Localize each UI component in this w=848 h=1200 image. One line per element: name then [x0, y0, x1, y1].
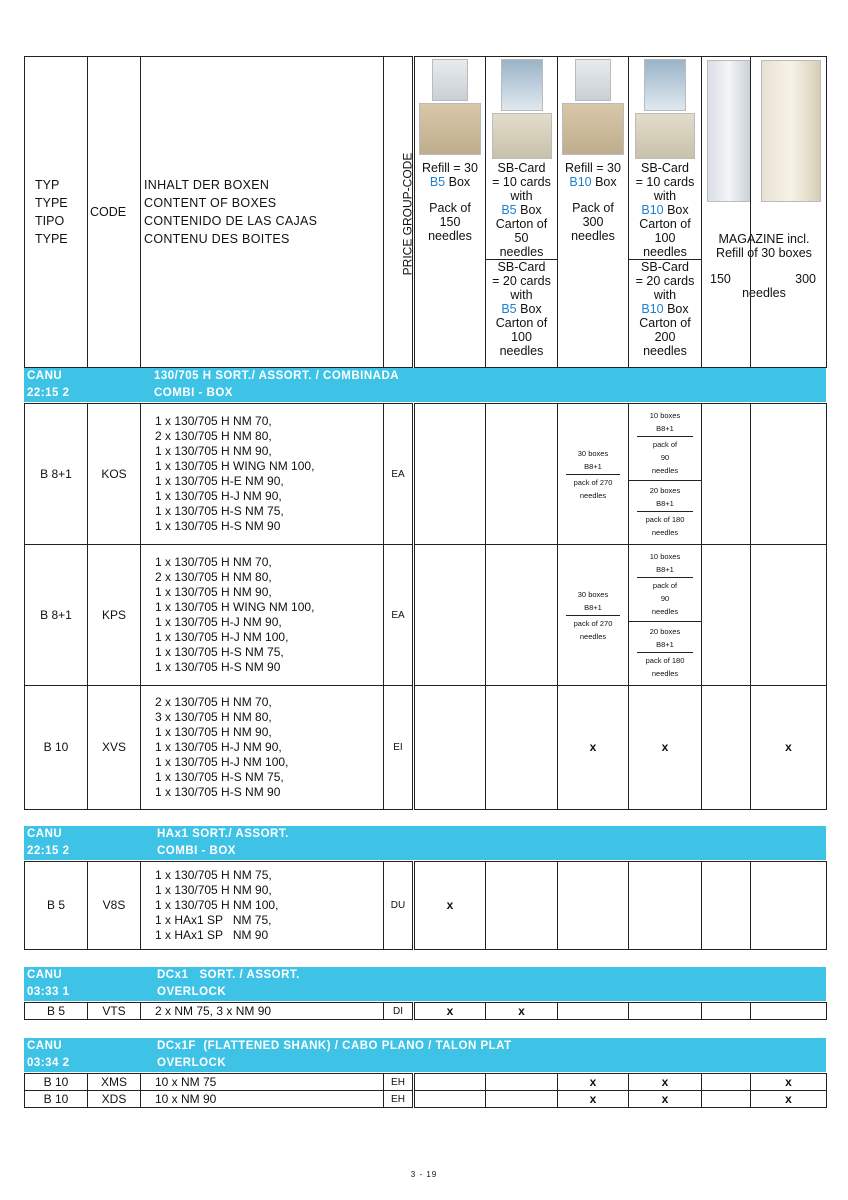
section-band-right	[154, 1038, 826, 1072]
sbcard-b5-top-1: SB-Card	[497, 161, 546, 175]
type-label-es: TIPO	[35, 214, 65, 228]
content-line: 1 x 130/705 H-S NM 90	[155, 660, 281, 674]
mini-line: needles	[651, 607, 679, 616]
table-row	[25, 1091, 827, 1108]
refill-b5-pack-2: 150	[439, 215, 461, 229]
empty-cell	[414, 404, 486, 545]
empty-cell	[702, 1074, 751, 1091]
sbcard-b5-bottom-1: SB-Card	[497, 260, 546, 274]
col-refill30-b10-header	[558, 57, 629, 368]
section-band-left	[24, 1038, 154, 1072]
magazine-line2: Refill of 30 boxes	[716, 246, 812, 260]
content-line: 1 x 130/705 H NM 90,	[155, 725, 272, 739]
magazine-photo	[707, 60, 751, 202]
type-cell: B 5	[25, 862, 88, 950]
refill-b5-box-code: B5	[429, 175, 446, 189]
content-cell	[141, 404, 384, 545]
empty-cell	[414, 1074, 486, 1091]
empty-cell	[414, 545, 486, 686]
sbcard-b10-bottom-2: = 20 cards	[635, 274, 695, 288]
type-cell: B 8+1	[25, 545, 88, 686]
refill-b10-cell	[558, 545, 629, 686]
content-line: 1 x 130/705 H-J NM 100,	[155, 755, 289, 769]
col-sbcard-b10-header	[629, 57, 702, 368]
type-header	[25, 57, 88, 368]
content-line: 3 x 130/705 H NM 80,	[155, 710, 272, 724]
mini-line: pack of 270	[573, 618, 613, 628]
table-row	[25, 862, 827, 950]
refill-b10-line1: Refill = 30	[565, 161, 621, 175]
empty-cell	[486, 686, 558, 810]
empty-cell	[751, 404, 827, 545]
band-brand: CANU	[27, 969, 63, 981]
mini-line: B8+1	[584, 602, 602, 612]
content-line: 2 x 130/705 H NM 80,	[155, 429, 272, 443]
empty-cell	[486, 862, 558, 950]
header-table	[24, 56, 827, 368]
content-line: 1 x 130/705 H-J NM 90,	[155, 615, 282, 629]
needle-box-photo	[562, 103, 624, 155]
sbcard-b10-bottom-carton-1: Carton of	[639, 316, 691, 330]
magazine-n1: 150	[710, 272, 731, 286]
mark-cell: x	[751, 1091, 827, 1108]
content-label-fr: CONTENU DES BOITES	[144, 232, 290, 246]
band-title: DCx1F (FLATTENED SHANK) / CABO PLANO / TALON PLAT	[157, 1040, 512, 1052]
table-row	[25, 545, 827, 686]
section-hax1	[24, 826, 826, 860]
content-line: 1 x 130/705 H-S NM 90	[155, 785, 281, 799]
table-row	[25, 686, 827, 810]
mark-cell: x	[486, 1003, 558, 1020]
sbcard-b5-bottom-3: with	[510, 288, 533, 302]
content-line: 1 x 130/705 H NM 90,	[155, 444, 272, 458]
type-label-de: TYP	[35, 178, 60, 192]
content-cell	[141, 545, 384, 686]
sbcard-b10-bottom-3: with	[653, 288, 677, 302]
sbcard-b5-bottom-2: = 20 cards	[492, 274, 551, 288]
refill-b5-pack-1: Pack of	[429, 201, 471, 215]
refill-b5-line1: Refill = 30	[422, 161, 478, 175]
mini-line: 10 boxes	[649, 552, 681, 561]
sbcard-b10-bottom-carton-3: needles	[643, 344, 687, 358]
section-dcx1-rows	[24, 1002, 827, 1020]
mark-cell: x	[751, 686, 827, 810]
price-cell: EA	[384, 545, 414, 686]
mini-line: B8+1	[584, 461, 602, 471]
section-band-right	[151, 368, 826, 402]
content-line: 1 x HAx1 SP NM 90	[155, 928, 269, 942]
mini-line: B8+1	[656, 640, 674, 649]
price-cell: EA	[384, 404, 414, 545]
content-line: 1 x 130/705 H-S NM 75,	[155, 504, 284, 518]
sbcard-b10-cell	[629, 404, 702, 545]
code-cell: XVS	[88, 686, 141, 810]
price-cell: EI	[384, 686, 414, 810]
section-dcx1f	[24, 1038, 826, 1072]
table-row	[25, 404, 827, 545]
refill-b10-pack-1: Pack of	[572, 201, 614, 215]
col-magazine-header	[702, 57, 827, 368]
section-hax1-rows	[24, 861, 827, 950]
refill-b10-pack-2: 300	[582, 215, 604, 229]
code-cell: XDS	[88, 1091, 141, 1108]
band-subtitle: OVERLOCK	[157, 1057, 227, 1069]
content-cell: 10 x NM 75	[141, 1074, 384, 1091]
magazine-needles: needles	[742, 286, 786, 300]
empty-cell	[486, 404, 558, 545]
mark-cell: x	[629, 1074, 702, 1091]
section-band-left	[24, 368, 151, 402]
sb-box-photo	[492, 113, 552, 159]
content-cell	[141, 862, 384, 950]
content-header	[141, 57, 384, 368]
sbcard-b10-bottom-1: SB-Card	[641, 260, 689, 274]
sbcard-b5-top-2: = 10 cards	[492, 175, 551, 189]
mini-line: 20 boxes	[649, 627, 681, 636]
empty-cell	[702, 545, 751, 686]
sbcard-b5-top-3: with	[510, 189, 533, 203]
content-line: 1 x 130/705 H-J NM 90,	[155, 489, 282, 503]
sbcard-b10-top-2: = 10 cards	[635, 175, 695, 189]
content-line: 1 x 130/705 H NM 100,	[155, 898, 279, 912]
empty-cell	[751, 1003, 827, 1020]
code-label: CODE	[90, 205, 127, 219]
price-cell: DI	[384, 1003, 414, 1020]
type-cell: B 8+1	[25, 404, 88, 545]
empty-cell	[629, 1003, 702, 1020]
band-subtitle: COMBI - BOX	[154, 387, 233, 399]
price-cell: DU	[384, 862, 414, 950]
code-cell: XMS	[88, 1074, 141, 1091]
section-130-705-h	[24, 368, 826, 402]
content-line: 1 x 130/705 H WING NM 100,	[155, 459, 315, 473]
empty-cell	[702, 862, 751, 950]
mark-cell: x	[414, 862, 486, 950]
content-line: 1 x 130/705 H NM 75,	[155, 868, 272, 882]
empty-cell	[558, 1003, 629, 1020]
sbcard-b10-carton-2: 100	[654, 231, 676, 245]
sbcard-b10-bottom-box-word: Box	[667, 302, 689, 316]
band-title: 130/705 H SORT./ ASSORT. / COMBINADA	[154, 370, 400, 382]
mini-line: 30 boxes	[577, 589, 609, 599]
code-cell: KOS	[88, 404, 141, 545]
content-line: 2 x 130/705 H NM 70,	[155, 695, 272, 709]
table-row	[25, 1074, 827, 1091]
sbcard-b10-carton-3: needles	[629, 245, 701, 260]
mini-line: pack of	[652, 581, 678, 590]
mini-line: 90	[660, 453, 670, 462]
content-label-de: INHALT DER BOXEN	[144, 178, 270, 192]
empty-cell	[414, 686, 486, 810]
mark-cell: x	[558, 686, 629, 810]
empty-cell	[702, 404, 751, 545]
code-cell: KPS	[88, 545, 141, 686]
mini-line: B8+1	[656, 565, 674, 574]
refill-b10-pack-3: needles	[571, 229, 615, 243]
mini-line: needles	[651, 528, 679, 537]
refill-b10-box-word: Box	[595, 175, 617, 189]
needle-box-photo	[419, 103, 481, 155]
content-line: 1 x 130/705 H-E NM 90,	[155, 474, 284, 488]
refill-b5-pack-3: needles	[428, 229, 472, 243]
page-number: 3 - 19	[410, 1170, 438, 1179]
section-band-right	[154, 826, 826, 860]
type-cell: B 5	[25, 1003, 88, 1020]
code-cell: VTS	[88, 1003, 141, 1020]
sb-card-photo	[644, 59, 686, 111]
sbcard-b5-bottom-box-word: Box	[520, 302, 542, 316]
empty-cell	[486, 1091, 558, 1108]
sbcard-b5-box-word: Box	[520, 203, 542, 217]
price-cell: EH	[384, 1074, 414, 1091]
sbcard-b10-top-1: SB-Card	[641, 161, 689, 175]
empty-cell	[702, 1003, 751, 1020]
mark-cell: x	[629, 686, 702, 810]
section-dcx1f-rows	[24, 1073, 827, 1108]
refill-b10-box-code: B10	[569, 175, 592, 189]
empty-cell	[414, 1091, 486, 1108]
sbcard-b10-cell	[629, 545, 702, 686]
mini-line: needles	[579, 490, 607, 500]
content-line: 1 x 130/705 H NM 90,	[155, 883, 272, 897]
content-line: 1 x 130/705 H-S NM 90	[155, 519, 281, 533]
band-code: 03:33 1	[27, 986, 70, 998]
sbcard-b5-bottom-carton-3: needles	[499, 344, 544, 358]
mini-line: needles	[651, 466, 679, 475]
mini-line: needles	[579, 631, 607, 641]
mini-line: needles	[651, 669, 679, 678]
price-cell: EH	[384, 1091, 414, 1108]
section-band-left	[24, 826, 154, 860]
sbcard-b5-bottom-carton-2: 100	[511, 330, 532, 344]
mini-line: B8+1	[656, 499, 674, 508]
content-cell	[141, 686, 384, 810]
content-line: 1 x 130/705 H NM 70,	[155, 414, 272, 428]
content-line: 1 x 130/705 H NM 90,	[155, 585, 272, 599]
band-title: HAx1 SORT./ ASSORT.	[157, 828, 289, 840]
content-cell: 10 x NM 90	[141, 1091, 384, 1108]
band-title: DCx1 SORT. / ASSORT.	[157, 969, 300, 981]
sbcard-b10-bottom-box-code: B10	[641, 302, 664, 316]
content-line: 2 x 130/705 H NM 80,	[155, 570, 272, 584]
section-band-left	[24, 967, 154, 1001]
empty-cell	[629, 862, 702, 950]
empty-cell	[486, 1074, 558, 1091]
section-band-right	[154, 967, 826, 1001]
mark-cell: x	[558, 1074, 629, 1091]
empty-cell	[751, 545, 827, 686]
content-cell: 2 x NM 75, 3 x NM 90	[141, 1003, 384, 1020]
magazine-photo	[761, 60, 821, 202]
needle-pack-photo	[575, 59, 611, 101]
type-cell: B 10	[25, 1091, 88, 1108]
content-line: 1 x 130/705 H WING NM 100,	[155, 600, 315, 614]
mini-line: pack of 180	[645, 656, 685, 665]
mark-cell: x	[751, 1074, 827, 1091]
mark-cell: x	[414, 1003, 486, 1020]
price-group-label: PRICE GROUP-CODE	[400, 152, 415, 276]
sbcard-b10-top-3: with	[653, 189, 677, 203]
band-brand: CANU	[27, 1040, 63, 1052]
price-group-header	[384, 57, 414, 368]
sbcard-b10-carton-1: Carton of	[639, 217, 691, 231]
content-line: 1 x 130/705 H-J NM 90,	[155, 740, 282, 754]
type-cell: B 10	[25, 1074, 88, 1091]
sb-box-photo	[635, 113, 695, 159]
mini-line: 30 boxes	[577, 448, 609, 458]
section-dcx1	[24, 967, 826, 1001]
mark-cell: x	[558, 1091, 629, 1108]
empty-cell	[751, 862, 827, 950]
sbcard-b5-bottom-carton-1: Carton of	[495, 316, 548, 330]
sbcard-b5-carton-3: needles	[486, 245, 557, 260]
mini-line: pack of 270	[573, 477, 613, 487]
empty-cell	[702, 1091, 751, 1108]
band-subtitle: OVERLOCK	[157, 986, 227, 998]
mini-line: 90	[660, 594, 670, 603]
sb-card-photo	[501, 59, 543, 111]
band-brand: CANU	[27, 828, 63, 840]
col-sbcard-b5-header	[486, 57, 558, 368]
col-refill30-b5-header	[414, 57, 486, 368]
table-row	[25, 1003, 827, 1020]
mini-line: B8+1	[656, 424, 674, 433]
sbcard-b10-box-code: B10	[641, 203, 664, 217]
magazine-n2: 300	[795, 272, 816, 286]
content-line: 1 x 130/705 H NM 70,	[155, 555, 272, 569]
code-header	[88, 57, 141, 368]
sbcard-b5-carton-1: Carton of	[495, 217, 548, 231]
empty-cell	[486, 545, 558, 686]
band-code: 22:15 2	[27, 845, 70, 857]
sbcard-b10-bottom-carton-2: 200	[654, 330, 676, 344]
mini-line: pack of 180	[645, 515, 685, 524]
type-label-fr: TYPE	[35, 232, 68, 246]
refill-b5-box-word: Box	[448, 175, 471, 189]
band-code: 22:15 2	[27, 387, 70, 399]
band-brand: CANU	[27, 370, 63, 382]
content-line: 1 x 130/705 H-S NM 75,	[155, 770, 284, 784]
content-label-es: CONTENIDO DE LAS CAJAS	[144, 214, 318, 228]
type-cell: B 10	[25, 686, 88, 810]
content-label-en: CONTENT OF BOXES	[144, 196, 277, 210]
empty-cell	[558, 862, 629, 950]
refill-b10-cell	[558, 404, 629, 545]
code-cell: V8S	[88, 862, 141, 950]
magazine-line1: MAGAZINE incl.	[718, 232, 810, 246]
mini-line: pack of	[652, 440, 678, 449]
band-code: 03:34 2	[27, 1057, 70, 1069]
content-line: 1 x 130/705 H-J NM 100,	[155, 630, 289, 644]
needle-pack-photo	[432, 59, 468, 101]
type-label-en: TYPE	[35, 196, 68, 210]
mini-line: 10 boxes	[649, 411, 681, 420]
sbcard-b10-box-word: Box	[667, 203, 689, 217]
mini-line: 20 boxes	[649, 486, 681, 495]
sbcard-b5-carton-2: 50	[514, 231, 529, 245]
band-subtitle: COMBI - BOX	[157, 845, 236, 857]
content-line: 1 x 130/705 H-S NM 75,	[155, 645, 284, 659]
content-line: 1 x HAx1 SP NM 75,	[155, 913, 272, 927]
sbcard-b5-box-code: B5	[501, 203, 517, 217]
section-130-705-h-rows	[24, 403, 827, 810]
mark-cell: x	[629, 1091, 702, 1108]
empty-cell	[702, 686, 751, 810]
sbcard-b5-bottom-box-code: B5	[501, 302, 517, 316]
